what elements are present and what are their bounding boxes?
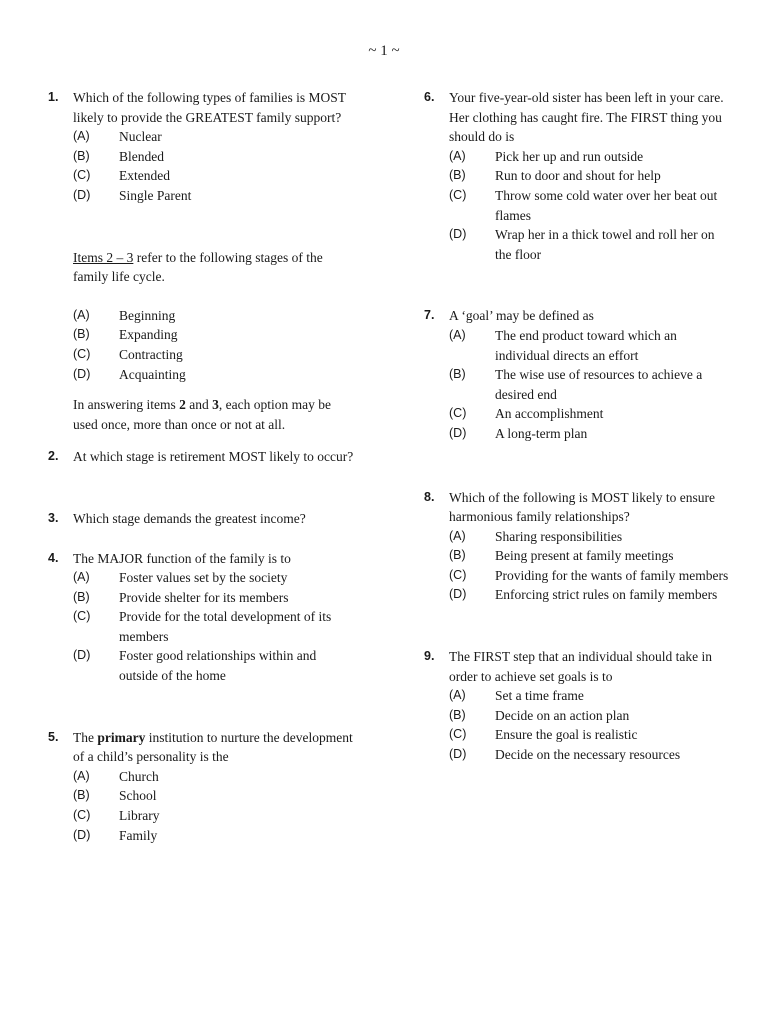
page-number: ~ 1 ~: [368, 43, 400, 59]
option-text: Single Parent: [119, 187, 192, 203]
option-item: [449, 566, 734, 586]
option-label: (D): [73, 187, 91, 202]
answering-note: [48, 395, 358, 434]
option-label: (B): [449, 168, 466, 183]
option-text: Extended: [119, 168, 170, 184]
option-label: (A): [449, 148, 466, 163]
question-7: [424, 306, 734, 443]
option-item: [449, 326, 734, 365]
question-text-part: institution to nurture the development of a child’s personality is the: [73, 729, 353, 765]
option-label: (B): [449, 548, 466, 563]
option-label: (C): [449, 567, 467, 582]
question-9: [424, 647, 734, 765]
option-label: (A): [73, 570, 90, 585]
option-text: Family: [119, 827, 158, 843]
question-text: Which of the following is MOST likely to ensure harmonious family relationships?: [449, 489, 715, 525]
option-text: Decide on an action plan: [495, 707, 630, 723]
option-item: [449, 585, 734, 605]
question-text: The MAJOR function of the family is to: [73, 550, 291, 566]
question-text: Which stage demands the greatest income?: [73, 510, 306, 526]
question-text: The FIRST step that an individual should take in order to achieve set goals is to: [449, 649, 712, 684]
option-label: (B): [73, 589, 90, 604]
option-item: [73, 607, 358, 646]
option-text: Expanding: [119, 327, 178, 343]
question-8: [424, 488, 734, 606]
option-text: Blended: [119, 148, 164, 164]
question-text: [73, 728, 358, 767]
option-item: [73, 127, 358, 147]
items-2-3-intro: [48, 248, 358, 287]
question-number: 2.: [48, 449, 59, 464]
question-text: At which stage is retirement MOST likely to occur?: [73, 449, 354, 465]
option-label: (A): [73, 768, 90, 783]
option-label: (B): [73, 327, 90, 342]
question-number: 3.: [48, 510, 59, 525]
option-text: Acquainting: [119, 366, 186, 382]
option-text: School: [119, 788, 157, 804]
option-text: Set a time frame: [495, 688, 584, 704]
stage-option-list: [48, 306, 358, 384]
option-item: [73, 186, 358, 206]
option-text: Library: [119, 808, 160, 824]
option-label: (C): [73, 808, 91, 823]
option-item: [449, 424, 734, 444]
left-column: [48, 88, 358, 845]
question-6: [424, 88, 734, 264]
question-text-part: The: [73, 729, 98, 745]
option-item: [73, 646, 358, 685]
option-item: [73, 306, 358, 326]
option-item: [73, 568, 358, 588]
option-label: (D): [449, 587, 467, 602]
option-text: Ensure the goal is realistic: [495, 727, 638, 743]
option-list: [449, 147, 734, 265]
option-list: [73, 767, 358, 845]
option-label: (D): [73, 366, 91, 381]
option-list: [73, 568, 358, 686]
question-text: A ‘goal’ may be defined as: [449, 308, 594, 324]
option-item: [73, 147, 358, 167]
option-text: The wise use of resources to achieve a desired end: [495, 367, 703, 402]
option-item: [73, 166, 358, 186]
option-label: (A): [449, 528, 466, 543]
option-text: Pick her up and run outside: [495, 148, 644, 164]
option-text: Throw some cold water over her beat out flames: [495, 187, 718, 223]
note-text: , each option may be used once, more than once or not at all.: [73, 397, 331, 432]
question-number: 8.: [424, 489, 435, 504]
question-2: [48, 447, 358, 467]
option-label: (A): [449, 327, 466, 342]
option-item: [449, 725, 734, 745]
option-label: (D): [449, 747, 467, 762]
question-text: Your five-year-old sister has been left in your care. Her clothing has caught fire. The FIRST thing you should do is: [449, 90, 724, 145]
option-item: [449, 527, 734, 547]
option-label: (D): [449, 425, 467, 440]
option-label: (C): [73, 346, 91, 361]
note-item-number: 3: [212, 397, 219, 413]
option-label: (B): [73, 148, 90, 163]
option-text: A long-term plan: [495, 425, 588, 441]
note-text: In answering items: [73, 397, 180, 413]
option-label: (C): [449, 406, 467, 421]
option-text: Providing for the wants of family members: [495, 567, 729, 583]
option-item: [449, 147, 734, 167]
note-item-number: 2: [179, 397, 186, 413]
option-item: [449, 404, 734, 424]
question-number: 6.: [424, 90, 435, 104]
option-item: [73, 767, 358, 787]
option-label: (A): [449, 688, 466, 703]
option-item: [449, 186, 734, 225]
option-text: Beginning: [119, 307, 176, 323]
option-list: [449, 686, 734, 764]
option-item: [73, 345, 358, 365]
option-list: [73, 127, 358, 205]
option-list: [449, 326, 734, 444]
option-text: Provide shelter for its members: [119, 589, 289, 605]
option-text: Being present at family meetings: [495, 548, 674, 564]
option-text: Foster values set by the society: [119, 570, 288, 586]
option-label: (D): [449, 227, 467, 242]
option-item: [449, 706, 734, 726]
option-label: (A): [73, 307, 90, 322]
option-item: [449, 546, 734, 566]
option-item: [449, 686, 734, 706]
option-text: Run to door and shout for help: [495, 168, 661, 184]
option-list: [449, 527, 734, 605]
option-item: [73, 806, 358, 826]
option-label: (D): [73, 827, 91, 842]
emphasis-text: primary: [97, 729, 146, 745]
option-text: Contracting: [119, 346, 183, 362]
question-number: 7.: [424, 308, 435, 323]
items-reference: Items 2 – 3: [73, 249, 134, 265]
option-label: (C): [73, 168, 91, 183]
intro-text: refer to the following stages of the family life cycle.: [73, 249, 323, 285]
question-number: 9.: [424, 649, 435, 664]
option-item: [449, 745, 734, 765]
question-1: [48, 88, 358, 206]
option-item: [73, 325, 358, 345]
question-4: [48, 549, 358, 686]
option-label: (C): [73, 609, 91, 624]
option-label: (B): [449, 707, 466, 722]
option-text: Wrap her in a thick towel and roll her on the floor: [495, 227, 715, 262]
question-number: 1.: [48, 90, 59, 104]
option-item: [73, 826, 358, 846]
option-label: (C): [449, 187, 467, 202]
option-text: Sharing responsibilities: [495, 528, 623, 544]
option-text: Provide for the total development of its members: [119, 609, 332, 644]
right-column: [424, 88, 734, 765]
option-text: Enforcing strict rules on family members: [495, 587, 718, 603]
option-item: [73, 365, 358, 385]
option-text: An accomplishment: [495, 406, 604, 422]
question-5: [48, 728, 358, 846]
option-text: Church: [119, 768, 159, 784]
option-text: Decide on the necessary resources: [495, 747, 681, 763]
question-number: 4.: [48, 550, 59, 565]
option-item: [449, 166, 734, 186]
option-text: The end product toward which an individual directs an effort: [495, 327, 677, 363]
option-item: [73, 786, 358, 806]
option-label: (B): [73, 788, 90, 803]
option-text: Nuclear: [119, 129, 162, 145]
option-label: (C): [449, 727, 467, 742]
option-item: [449, 225, 734, 264]
option-label: (A): [73, 129, 90, 144]
option-item: [449, 365, 734, 404]
option-label: (D): [73, 648, 91, 663]
option-text: Foster good relationships within and outside of the home: [119, 648, 317, 684]
question-3: [48, 509, 358, 529]
option-item: [73, 588, 358, 608]
question-number: 5.: [48, 729, 59, 744]
note-text: and: [185, 397, 213, 413]
option-label: (B): [449, 367, 466, 382]
question-text: Which of the following types of families is MOST likely to provide the GREATEST family support?: [73, 90, 346, 125]
